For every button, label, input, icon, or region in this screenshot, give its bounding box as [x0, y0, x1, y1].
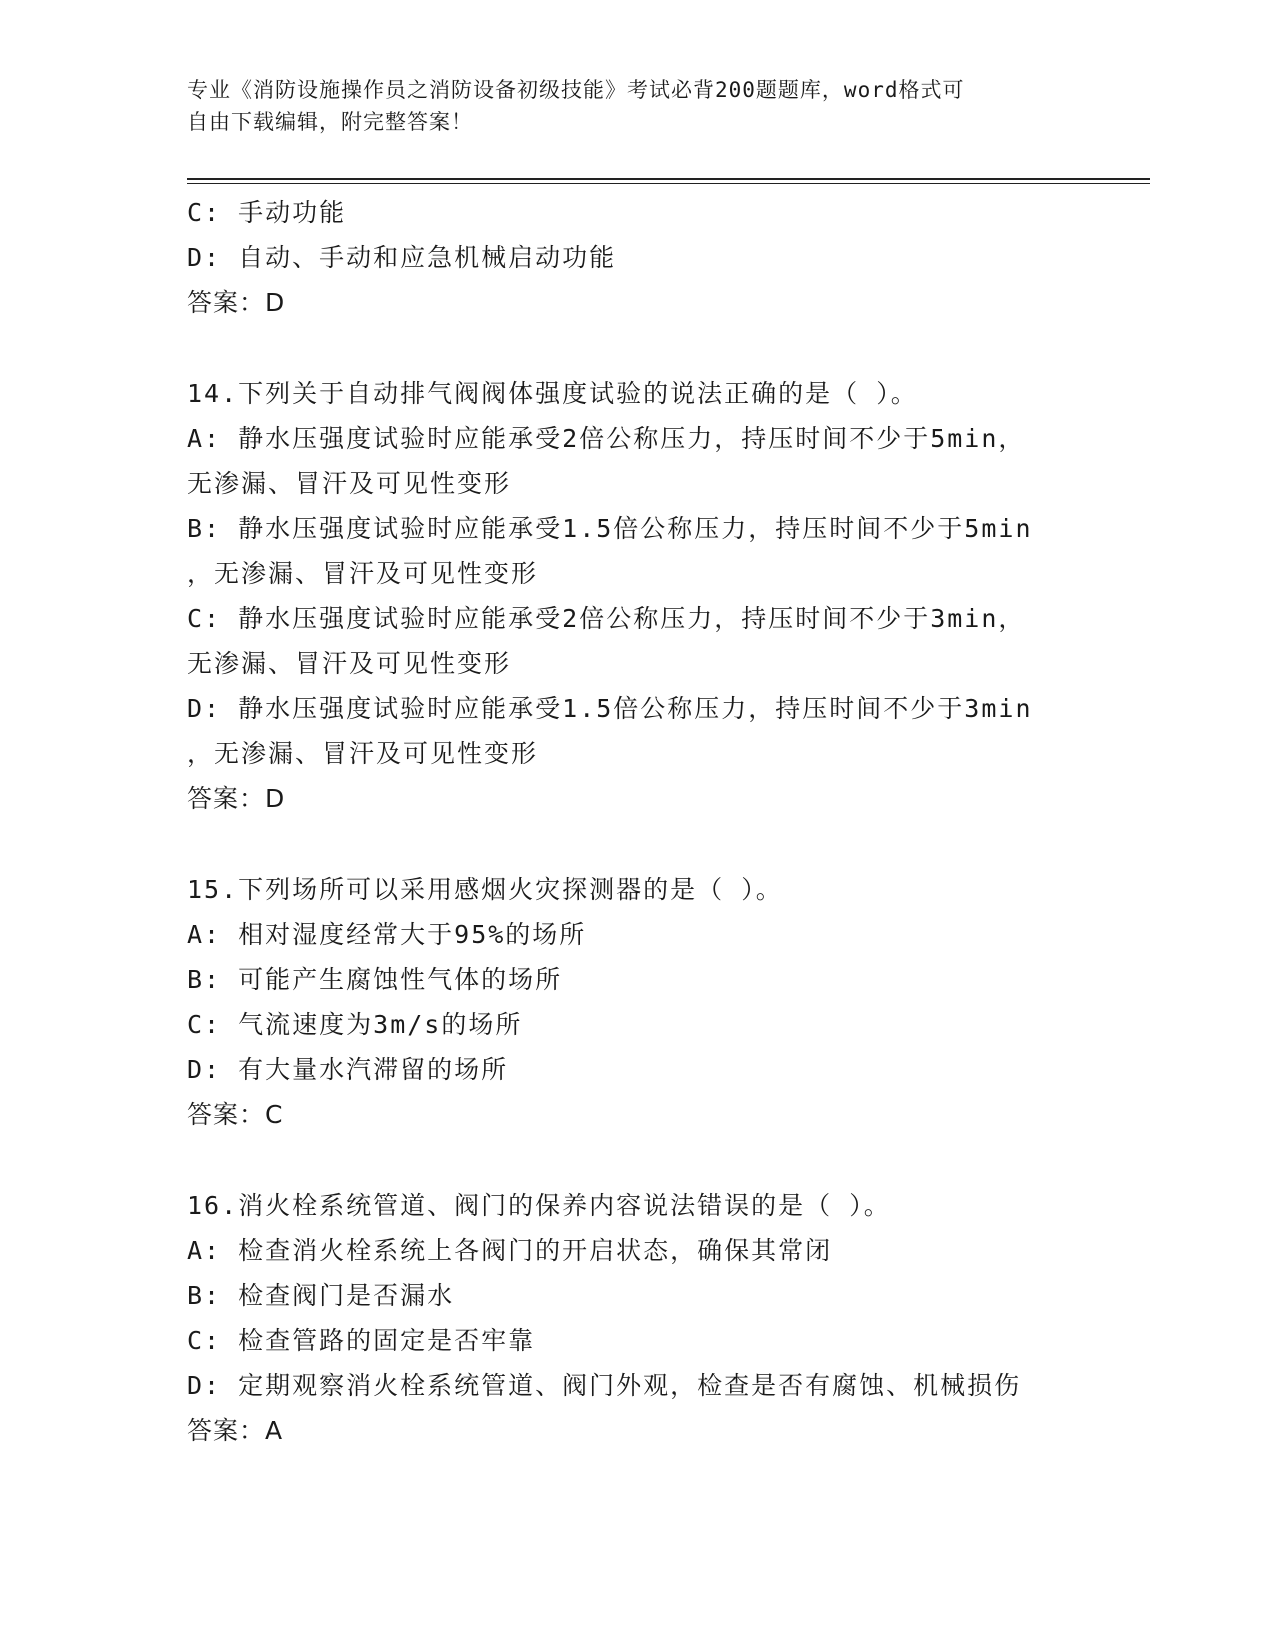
- option-d: D: 有大量水汽滞留的场所: [187, 1055, 509, 1084]
- question-13-continued: [187, 190, 1087, 325]
- option-d-continued: ，无渗漏、冒汗及可见性变形: [187, 739, 539, 768]
- option-a: A: 相对湿度经常大于95%的场所: [187, 920, 587, 949]
- question-16: [187, 1183, 1087, 1453]
- option-a: A: 静水压强度试验时应能承受2倍公称压力，持压时间不少于5min，: [187, 424, 1026, 453]
- answer: 答案：D: [187, 288, 286, 317]
- question-14: [187, 371, 1087, 821]
- option-d: D: 自动、手动和应急机械启动功能: [187, 243, 617, 272]
- question-stem: 16.消火栓系统管道、阀门的保养内容说法错误的是（ ）。: [187, 1191, 891, 1220]
- option-d: D: 静水压强度试验时应能承受1.5倍公称压力，持压时间不少于3min: [187, 694, 1033, 723]
- option-c: C: 检查管路的固定是否牢靠: [187, 1326, 536, 1355]
- option-b-continued: ，无渗漏、冒汗及可见性变形: [187, 559, 539, 588]
- option-b: B: 静水压强度试验时应能承受1.5倍公称压力，持压时间不少于5min: [187, 514, 1033, 543]
- spacer: [187, 1137, 1087, 1183]
- document-header: [187, 74, 1067, 138]
- header-line-1: 专业《消防设施操作员之消防设备初级技能》考试必背200题题库，word格式可: [187, 78, 965, 102]
- option-c: C: 气流速度为3m/s的场所: [187, 1010, 523, 1039]
- header-line-2: 自由下载编辑，附完整答案！: [187, 110, 473, 134]
- option-d: D: 定期观察消火栓系统管道、阀门外观，检查是否有腐蚀、机械损伤: [187, 1371, 1022, 1400]
- answer: 答案：C: [187, 1100, 284, 1129]
- header-rule-thick: [187, 178, 1150, 180]
- option-b: B: 可能产生腐蚀性气体的场所: [187, 965, 563, 994]
- question-list: [187, 190, 1087, 1453]
- header-rule-thin: [187, 183, 1150, 184]
- spacer: [187, 325, 1087, 371]
- question-stem: 15.下列场所可以采用感烟火灾探测器的是（ ）。: [187, 875, 783, 904]
- question-stem: 14.下列关于自动排气阀阀体强度试验的说法正确的是（ ）。: [187, 379, 918, 408]
- option-a-continued: 无渗漏、冒汗及可见性变形: [187, 469, 512, 498]
- option-c: C: 手动功能: [187, 198, 347, 227]
- option-a: A: 检查消火栓系统上各阀门的开启状态，确保其常闭: [187, 1236, 833, 1265]
- option-c-continued: 无渗漏、冒汗及可见性变形: [187, 649, 512, 678]
- answer: 答案：A: [187, 1416, 284, 1445]
- option-c: C: 静水压强度试验时应能承受2倍公称压力，持压时间不少于3min，: [187, 604, 1026, 633]
- answer: 答案：D: [187, 784, 286, 813]
- spacer: [187, 821, 1087, 867]
- question-15: [187, 867, 1087, 1137]
- option-b: B: 检查阀门是否漏水: [187, 1281, 455, 1310]
